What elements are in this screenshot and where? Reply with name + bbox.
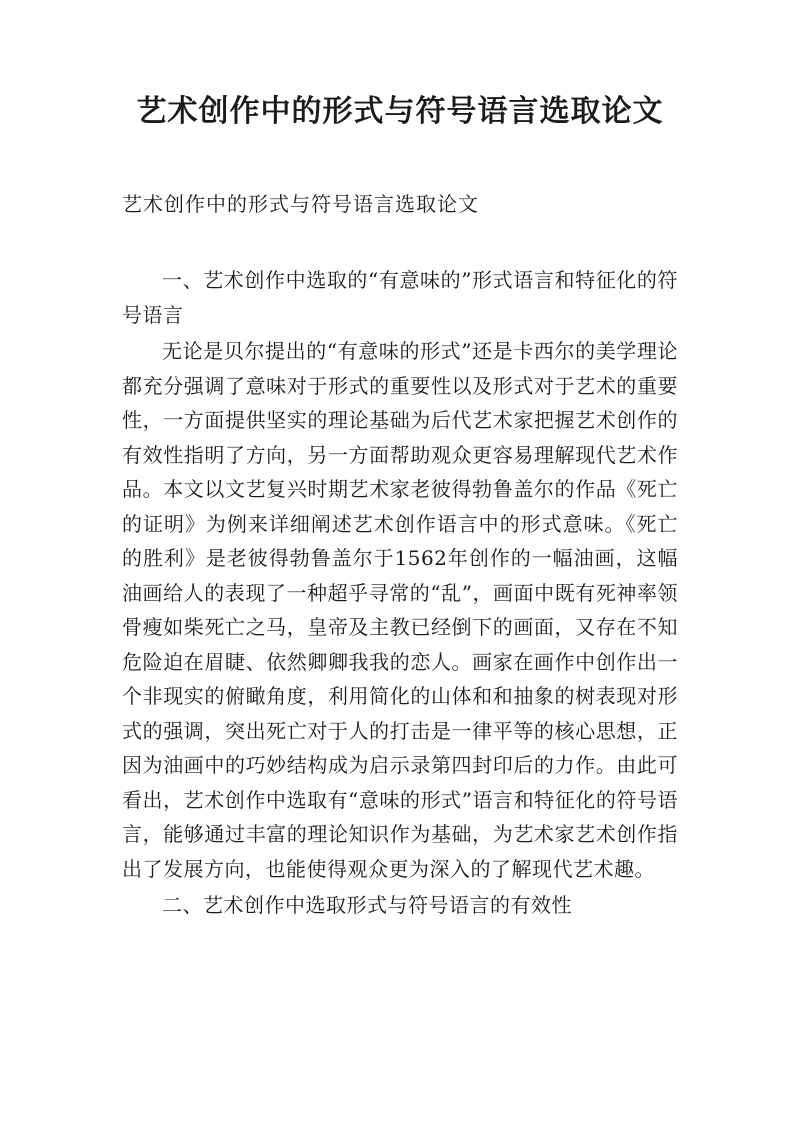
body-paragraph: 无论是贝尔提出的“有意味的形式”还是卡西尔的美学理论都充分强调了意味对于形式的重要性以及形式对于艺术的重要性，一方面提供坚实的理论基础为后代艺术家把握艺术创作的有效性指明了方向，另一方面帮助观众更容易理解现代艺术作品。本文以文艺复兴时期艺术家老彼得勃鲁盖尔的作品《死亡的证明》为例来详细阐述艺术创作语言中的形式意味。《死亡的胜利》是老彼得勃鲁盖尔于1562年创作的一幅油画，这幅油画给人的表现了一种超乎寻常的“乱”，画面中既有死神率领骨瘦如柴死亡之马，皇帝及主教已经倒下的画面，又存在不知危险迫在眉睫、依然卿卿我我的恋人。画家在画作中创作出一个非现实的俯瞰角度，利用简化的山体和和抽象的树表现对形式的强调，突出死亡对于人的打击是一律平等的核心思想，正因为油画中的巧妙结构成为启示录第四封印后的力作。由此可看出，艺术创作中选取有“意味的形式”语言和特征化的符号语言，能够通过丰富的理论知识作为基础，为艺术家艺术创作指出了发展方向，也能使得观众更为深入的了解现代艺术趣。 <box>122 339 678 881</box>
section-heading-1: 一、艺术创作中选取的“有意味的”形式语言和特征化的符号语言 <box>122 268 678 327</box>
document-body <box>122 263 678 923</box>
document-subtitle: 艺术创作中的形式与符号语言选取论文 <box>122 192 479 216</box>
section-heading-2: 二、艺术创作中选取形式与符号语言的有效性 <box>162 893 572 917</box>
document-title: 艺术创作中的形式与符号语言选取论文 <box>136 94 664 129</box>
